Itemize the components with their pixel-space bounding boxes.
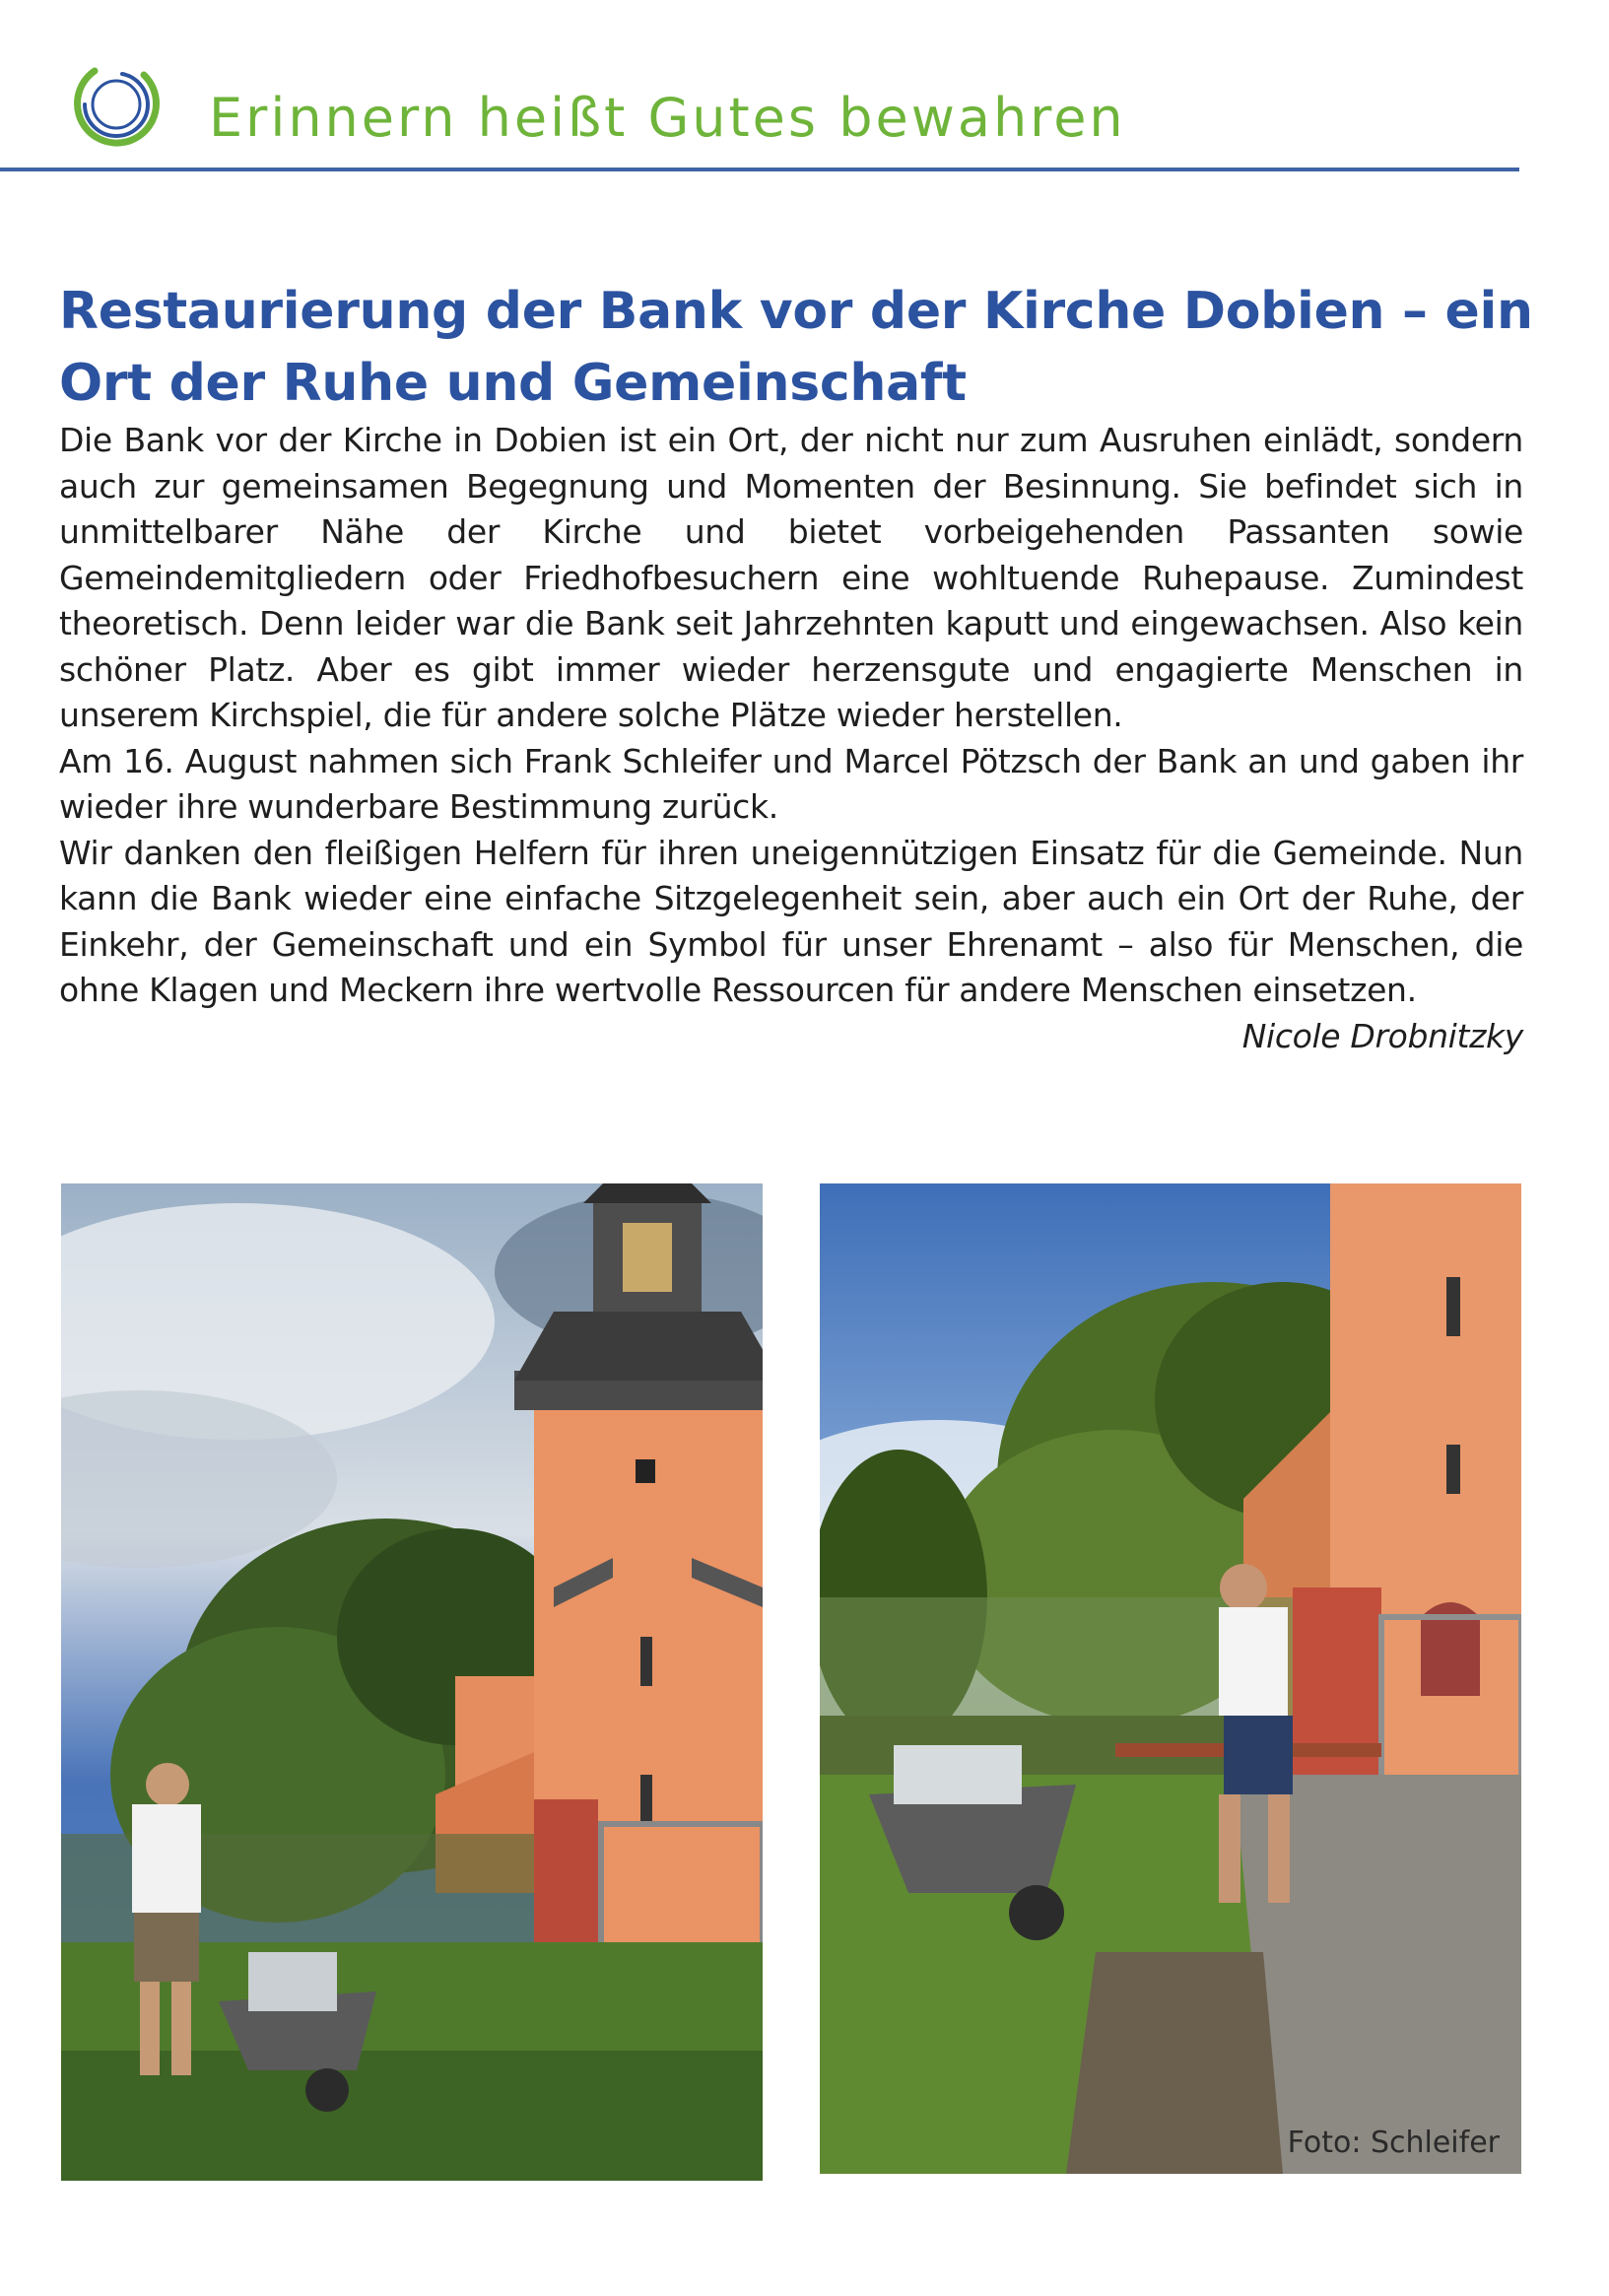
article-paragraph: Die Bank vor der Kirche in Dobien ist ein Ort, der nicht nur zum Ausruhen einlädt, sondern auch zur gemeinsamen Begegnung und Momenten der Besinnung. Sie befindet sich in unmittelbarer Nähe der Kirche und bietet vorbeigehenden Passanten sowie Gemeindemitgliedern oder Friedhofbesuchern eine wohltuende Ruhepause. Zumindest theoretisch. Denn leider war die Bank seit Jahrzehnten kaputt und eingewachsen. Also kein schöner Platz. Aber es gibt immer wieder herzensgute und engagierte Menschen in unserem Kirchspiel, die für andere solche Plätze wieder herstellen. (59, 421, 1523, 734)
church-photo-right (820, 1183, 1521, 2174)
header-title: Erinnern heißt Gutes bewahren (209, 87, 1126, 149)
header-divider (0, 168, 1519, 171)
article-paragraph: Am 16. August nahmen sich Frank Schleifer und Marcel Pötzsch der Bank an und gaben ihr wieder ihre wunderbare Bestimmung zurück. (59, 741, 1523, 826)
article-author: Nicole Drobnitzky (1241, 1016, 1523, 1055)
article-title: Restaurierung der Bank vor der Kirche Dobien – ein Ort der Ruhe und Gemeinschaft (59, 282, 1533, 413)
article-paragraph: Wir danken den fleißigen Helfern für ihren uneigennützigen Einsatz für die Gemeinde. Nun kann die Bank wieder eine einfache Sitzgelegenheit sein, aber auch ein Ort der Ruhe, der Einkehr, der Gemeinschaft und ein Symbol für unser Ehrenamt – also für Menschen, die ohne Klagen und Meckern ihre wertvolle Ressourcen für andere Menschen einsetzen. (59, 833, 1523, 1009)
photo-credit: Foto: Schleifer (1287, 2126, 1500, 2160)
church-photo-left (61, 1183, 763, 2181)
circle-logo-icon (65, 53, 168, 156)
article-body (59, 418, 1523, 1059)
